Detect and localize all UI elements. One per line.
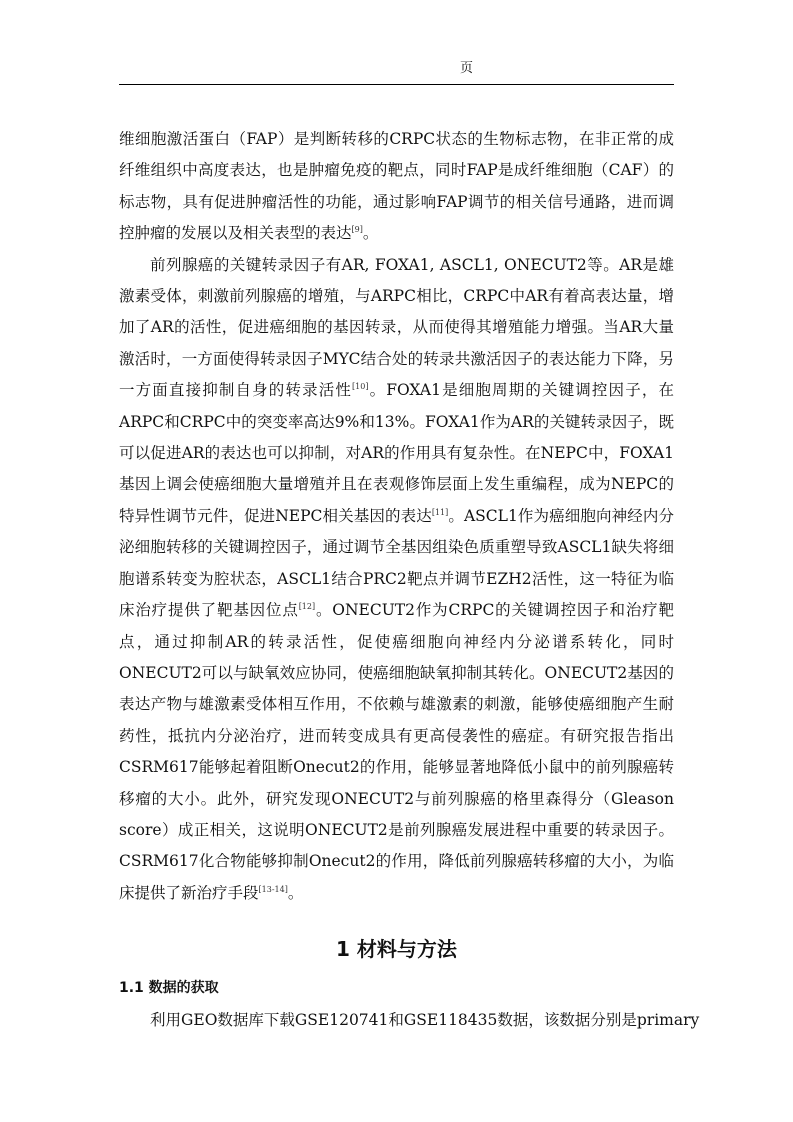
- paragraph-tf-text-1: 前列腺癌的关键转录因子有AR, FOXA1, ASCL1, ONECUT2等。AR是雄激素受体，刺激前列腺癌的增殖，与ARPC相比，CRPC中AR有着高表达量，增加了AR的活性，促进癌细胞的基因转录，从而使得其增殖能力增强。当AR大量激活时，一方面使得转录因子MYC结合处的转录共激活因子的表达能力下降，另一方面直接抑制自身的转录活性: [119, 255, 674, 400]
- paragraph-tf-text-2: 。FOXA1是细胞周期的关键调控因子，在ARPC和CRPC中的突变率高达9%和13%。FOXA1作为AR的关键转录因子，既可以促进AR的表达也可以抑制，对AR的作用具有复杂性。在NEPC中，FOXA1基因上调会使癌细胞大量增殖并且在表观修饰层面上发生重编程，成为NEPC的特异性调节元件，促进NEPC相关基因的表达: [119, 381, 674, 525]
- paragraph-fap-end: 。: [362, 224, 379, 243]
- section-title: 1 材料与方法: [336, 937, 457, 962]
- paragraph-fap-text: 维细胞激活蛋白（FAP）是判断转移的CRPC状态的生物标志物，在非正常的成纤维组织中高度表达，也是肿瘤免疫的靶点，同时FAP是成纤维细胞（CAF）的标志物，具有促进肿瘤活性的功能，通过影响FAP调节的相关信号通路，进而调控肿瘤的发展以及相关表型的表达: [119, 130, 674, 243]
- citation-12: [12]: [298, 602, 316, 612]
- paragraph-transcription-factors: [119, 250, 674, 910]
- citation-11: [11]: [431, 507, 449, 517]
- paragraph-data-acquisition: 利用GEO数据库下载GSE120741和GSE118435数据，该数据分别是primary: [150, 1011, 700, 1030]
- paragraph-fap: [119, 124, 674, 250]
- paragraph-tf-text-5: 。: [287, 883, 304, 902]
- citation-13-14: [13-14]: [258, 884, 288, 894]
- page-header-text: 页: [459, 61, 473, 76]
- paragraph-tf-text-4: 。ONECUT2作为CRPC的关键调控因子和治疗靶点，通过抑制AR的转录活性，促使癌细胞向神经内分泌谱系转化，同时ONECUT2可以与缺氧效应协同，使癌细胞缺氧抑制其转化。ONECUT2基因的表达产物与雄激素受体相互作用，不依赖与雄激素的刺激，能够使癌细胞产生耐药性，抵抗内分泌治疗，进而转变成具有更高侵袭性的癌症。有研究报告指出CSRM617能够起着阻断Onecut2的作用，能够显著地降低小鼠中的前列腺癌转移瘤的大小。此外，研究发现ONECUT2与前列腺癌的格里森得分（Gleason score）成正相关，这说明ONECUT2是前列腺癌发展进程中重要的转录因子。CSRM617化合物能够抑制Onecut2的作用，降低前列腺癌转移瘤的大小，为临床提供了新治疗手段: [119, 601, 674, 902]
- citation-9: [9]: [351, 225, 363, 235]
- citation-10: [10]: [352, 382, 369, 392]
- subsection-title: 1.1 数据的获取: [119, 980, 219, 997]
- header-rule: [119, 84, 674, 85]
- paragraph-tf-text-3: 。ASCL1作为癌细胞向神经内分泌细胞转移的关键调控因子，通过调节全基因组染色质重塑导致ASCL1缺失将细胞谱系转变为腔状态，ASCL1结合PRC2靶点并调节EZH2活性，这一特征为临床治疗提供了靶基因位点: [119, 506, 675, 620]
- document-body: [119, 124, 700, 1037]
